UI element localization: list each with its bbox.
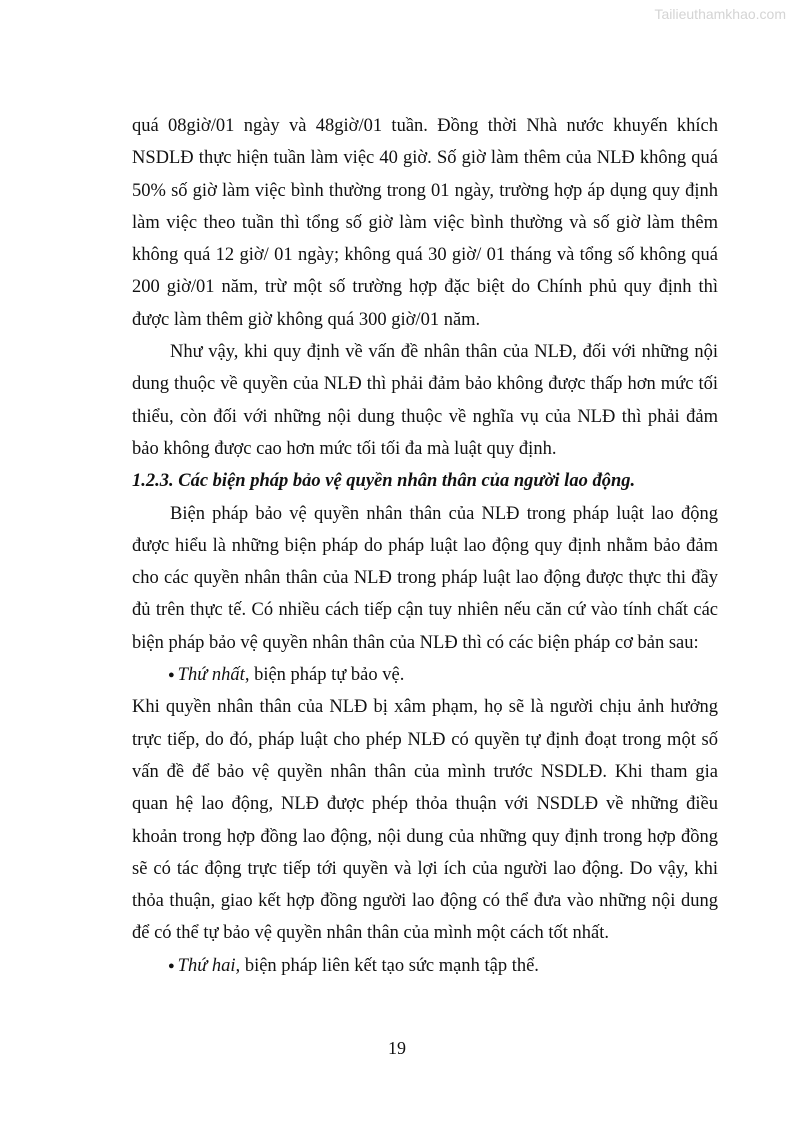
text-line: làm việc theo tuần thì tổng số giờ làm việc bình thường và số giờ làm thêm [132, 212, 718, 233]
bullet-text: biện pháp liên kết tạo sức mạnh tập thể. [240, 955, 539, 976]
text-line: cho các quyền nhân thân của NLĐ trong pháp luật lao động được thực thi đầy [132, 568, 718, 589]
bullet-italic-label: Thứ hai, [177, 955, 241, 976]
text-line: khoản trong hợp đồng lao động, nội dung của những quy định trong hợp đồng [132, 826, 718, 847]
text-line: NSDLĐ thực hiện tuần làm việc 40 giờ. Số giờ làm thêm của NLĐ không quá [132, 148, 718, 169]
text-line: biện pháp bảo vệ quyền nhân thân của NLĐ thì có các biện pháp cơ bản sau: [132, 632, 699, 653]
page-number: 19 [388, 1038, 406, 1058]
bullet-icon: ● [168, 669, 175, 682]
text-line: để có thể tự bảo vệ quyền nhân thân của mình một cách tốt nhất. [132, 923, 610, 944]
text-line: bảo không được cao hơn mức tối tối đa mà luật quy định. [132, 438, 557, 459]
text-line: thỏa thuận, giao kết hợp đồng người lao động có thể đưa vào những nội dung [132, 891, 718, 912]
text-line: được làm thêm giờ không quá 300 giờ/01 năm. [132, 309, 481, 330]
bullet-italic-label: Thứ nhất [177, 665, 245, 686]
bullet-icon: ● [168, 959, 175, 972]
bullet-text: , biện pháp tự bảo vệ. [244, 665, 405, 686]
text-line: 200 giờ/01 năm, trừ một số trường hợp đặc biệt do Chính phủ quy định thì [132, 277, 718, 298]
text-line: vấn đề để bảo vệ quyền nhân thân của mình trước NSDLĐ. Khi tham gia [132, 761, 718, 782]
bullet-item-second [132, 950, 718, 982]
paragraph-measures-intro [132, 498, 718, 659]
paragraph-self-protection [132, 691, 718, 949]
text-line: không quá 12 giờ/ 01 ngày; không quá 30 giờ/ 01 tháng và tổng số không quá [132, 245, 718, 266]
paragraph-summary [132, 336, 718, 465]
text-line: Khi quyền nhân thân của NLĐ bị xâm phạm, họ sẽ là người chịu ảnh hưởng [132, 697, 718, 718]
page-body [132, 110, 718, 982]
text-line: dung thuộc về quyền của NLĐ thì phải đảm bảo không được thấp hơn mức tối [132, 374, 718, 395]
text-line: sẽ có tác động trực tiếp tới quyền và lợi ích của người lao động. Do vậy, khi [132, 858, 718, 879]
section-heading: 1.2.3. Các biện pháp bảo vệ quyền nhân thân của người lao động. [132, 471, 636, 492]
text-line: 50% số giờ làm việc bình thường trong 01 ngày, trường hợp áp dụng quy định [132, 180, 718, 201]
watermark: Tailieuthamkhao.com [654, 6, 786, 22]
text-line: quan hệ lao động, NLĐ được phép thỏa thuận với NSDLĐ về những điều [132, 794, 718, 815]
text-line: Biện pháp bảo vệ quyền nhân thân của NLĐ trong pháp luật lao động [170, 503, 718, 524]
text-line: đủ trên thực tế. Có nhiều cách tiếp cận tuy nhiên nếu căn cứ vào tính chất các [132, 600, 718, 621]
text-line: trực tiếp, do đó, pháp luật cho phép NLĐ có quyền tự định đoạt trong một số [132, 729, 718, 750]
text-line: quá 08giờ/01 ngày và 48giờ/01 tuần. Đồng thời Nhà nước khuyến khích [132, 116, 718, 136]
text-line: được hiểu là những biện pháp do pháp luật lao động quy định nhằm bảo đảm [132, 535, 718, 556]
bullet-item-first [132, 659, 718, 691]
text-line: thiểu, còn đối với những nội dung thuộc về nghĩa vụ của NLĐ thì phải đảm [132, 406, 718, 427]
text-line: Như vậy, khi quy định về vấn đề nhân thân của NLĐ, đối với những nội [170, 342, 718, 363]
paragraph-working-hours [132, 110, 718, 336]
